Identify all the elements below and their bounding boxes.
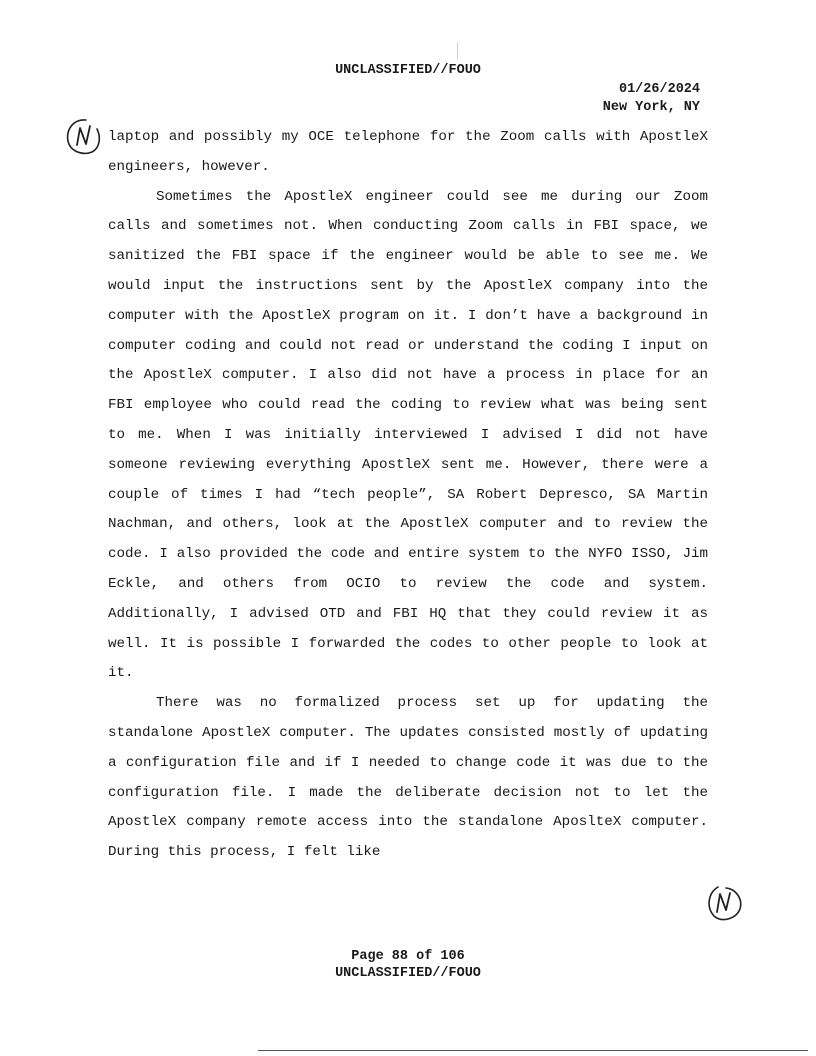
page-number: Page 88 of 106 <box>351 949 465 964</box>
classification-footer: UNCLASSIFIED//FOUO <box>335 966 481 981</box>
handwritten-initials-icon <box>64 117 104 157</box>
bottom-rule <box>258 1050 808 1051</box>
scan-artifact-line <box>457 42 458 60</box>
handwritten-initials-icon <box>704 883 744 923</box>
classification-header: UNCLASSIFIED//FOUO <box>335 63 481 78</box>
paragraph: There was no formalized process set up for updating the standalone ApostleX computer. The updates consisted mostly of updating a configuration file and if I needed to change code it was due to the configuration file. I made the deliberate decision not to let the ApostleX company remote access into the standalone AposlteX computer. During this process, I felt like <box>108 695 708 861</box>
body-text <box>108 123 708 868</box>
paragraph-continued: laptop and possibly my OCE telephone for the Zoom calls with ApostleX engineers, however. <box>108 129 708 175</box>
document-location: New York, NY <box>602 100 700 115</box>
paragraph: Sometimes the ApostleX engineer could see me during our Zoom calls and sometimes not. When conducting Zoom calls in FBI space, we sanitized the FBI space if the engineer would be able to see me. We would input the instructions sent by the ApostleX company into the computer with the ApostleX program on it. I don’t have a background in computer coding and could not read or understand the coding I input on the ApostleX computer. I also did not have a process in place for an FBI employee who could read the coding to review what was being sent to me. When I was initially interviewed I advised I did not have someone reviewing everything ApostleX sent me. However, there were a couple of times I had “tech people”, SA Robert Depresco, SA Martin Nachman, and others, look at the ApostleX computer and to review the code. I also provided the code and entire system to the NYFO ISSO, Jim Eckle, and others from OCIO to review the code and system. Additionally, I advised OTD and FBI HQ that they could review it as well. It is possible I forwarded the codes to other people to look at it. <box>108 188 708 682</box>
document-date: 01/26/2024 <box>618 82 700 97</box>
